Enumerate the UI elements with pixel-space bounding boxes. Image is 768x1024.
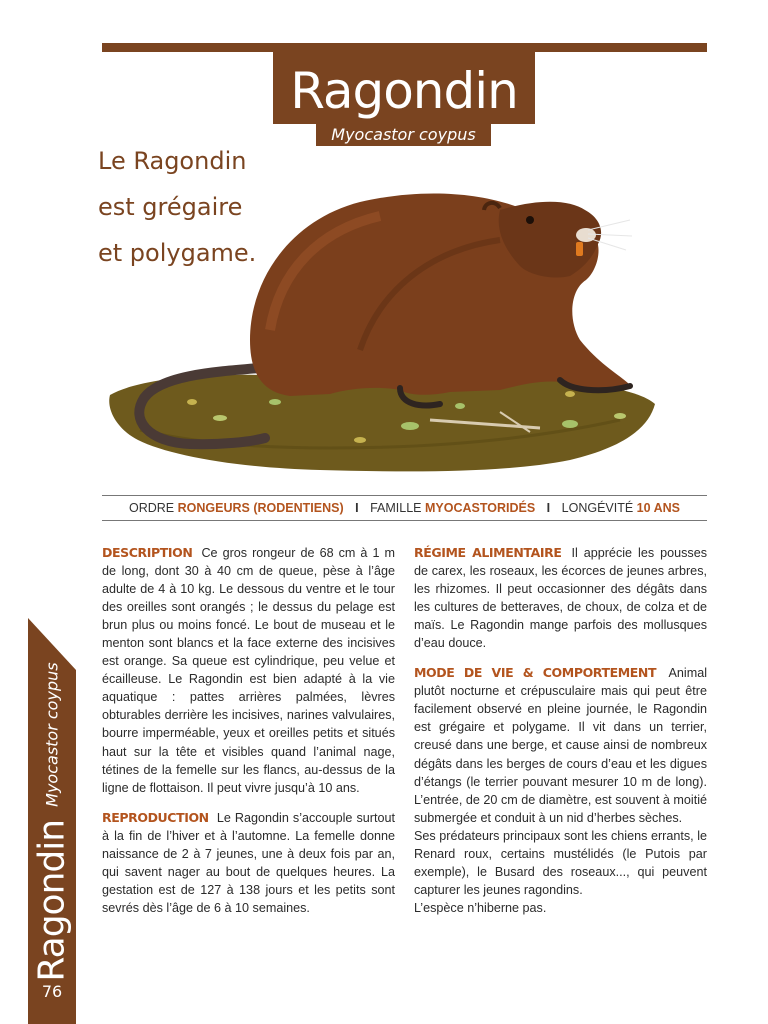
left-column: [102, 544, 395, 917]
tagline-line: et polygame.: [98, 239, 257, 267]
ordre-value: RONGEURS (RODENTIENS): [177, 501, 344, 515]
ordre-label: ORDRE: [129, 501, 175, 515]
hibernation-text: L’espèce n’hiberne pas.: [414, 900, 547, 915]
side-title: [32, 662, 73, 981]
regime-text: Il apprécie les pousses de carex, les roseaux, les écorces de jeunes arbres, les rhizomes. Il peut occasionner des dégâts dans les cultures de betteraves, de choux, de colza et de maïs. Le Ragondin mange parfois des mollusques d’eau douce.: [414, 546, 708, 651]
reproduction-heading: REPRODUCTION: [102, 809, 209, 825]
coypu-illustration: [100, 180, 660, 480]
scientific-name: Myocastor coypus: [316, 124, 491, 146]
info-rule-bottom: [102, 520, 707, 521]
tagline-line: Le Ragondin: [98, 147, 247, 175]
separator: I: [355, 501, 359, 515]
mode-de-vie-text: Animal plutôt nocturne et crépusculaire mais qui peut être facilement observé en pleine journée, le Ragondin est grégaire et polygame. Il vit dans un terrier, creusé dans une berge, et cause ainsi de nombreux dégâts dans les berges de cours d’eau et les digues d’étangs (le terrier pouvant mesurer 10 m de long). L’entrée, de 20 cm de diamètre, est souvent à moitié submergée et conduit à un nid d’herbes sèches.: [414, 666, 707, 825]
regime-section: [414, 544, 707, 652]
reproduction-text: Le Ragondin s’accouple surtout à la fin de l’hiver et à l’automne. La femelle donne naissance de 2 à 7 jeunes, une à deux fois par an, qui savent nager au bout de quelques heures. La gestation est de 127 à 138 jours et les petits sont sevrés dès l’âge de 6 à 10 semaines.: [102, 810, 395, 915]
description-section: [102, 544, 395, 797]
top-rule: [102, 43, 707, 52]
description-text: Ce gros rongeur de 68 cm à 1 m de long, dont 30 à 40 cm de queue, pèse à l’âge adulte de 4 à 10 kg. Le dessous du ventre et le tour des oreilles sont orangés ; le dessus du pelage est brun plus ou moins foncé. Le bout de museau et le menton sont blancs et la face externe des incisives est orange. Sa queue est cylindrique, peu velue et écailleuse. Le Ragondin est bien adapté à la vie aquatique : pattes arrières palmées, lèvres obturables derrière les incisives, narines valvulaires, bourre imperméable, yeux et oreilles petits et situés haut sur la tête et visibles quand l’animal nage, tétines de la femelle sur les flancs, au-dessus de la ligne de flottaison. Il peut vivre jusqu’à 10 ans.: [102, 546, 395, 795]
right-column: [414, 544, 707, 917]
page-number: 76: [41, 982, 63, 1001]
mode-de-vie-heading: MODE DE VIE & COMPORTEMENT: [414, 665, 657, 681]
mode-de-vie-section: [414, 664, 707, 826]
side-title-scientific: Myocastor coypus: [42, 662, 62, 807]
famille-value: MYOCASTORIDÉS: [424, 501, 536, 515]
separator: I: [546, 501, 551, 515]
longevite-label: LONGÉVITÉ: [561, 501, 634, 515]
tagline-line: est grégaire: [98, 193, 243, 221]
regime-heading: RÉGIME ALIMENTAIRE: [414, 545, 562, 560]
description-heading: DESCRIPTION: [102, 545, 193, 560]
side-title-name: Ragondin: [31, 819, 73, 982]
predators-text: Ses prédateurs principaux sont les chiens errants, le Renard roux, certains mustélidés (le Putois par exemple), le Busard des roseaux..., qui peuvent capturer les jeunes ragondins.: [414, 828, 707, 897]
famille-label: FAMILLE: [370, 501, 422, 515]
reproduction-section: [102, 809, 395, 917]
info-bar: [102, 496, 707, 520]
longevite-value: 10 ANS: [636, 501, 680, 515]
page-title: Ragondin: [273, 52, 535, 124]
